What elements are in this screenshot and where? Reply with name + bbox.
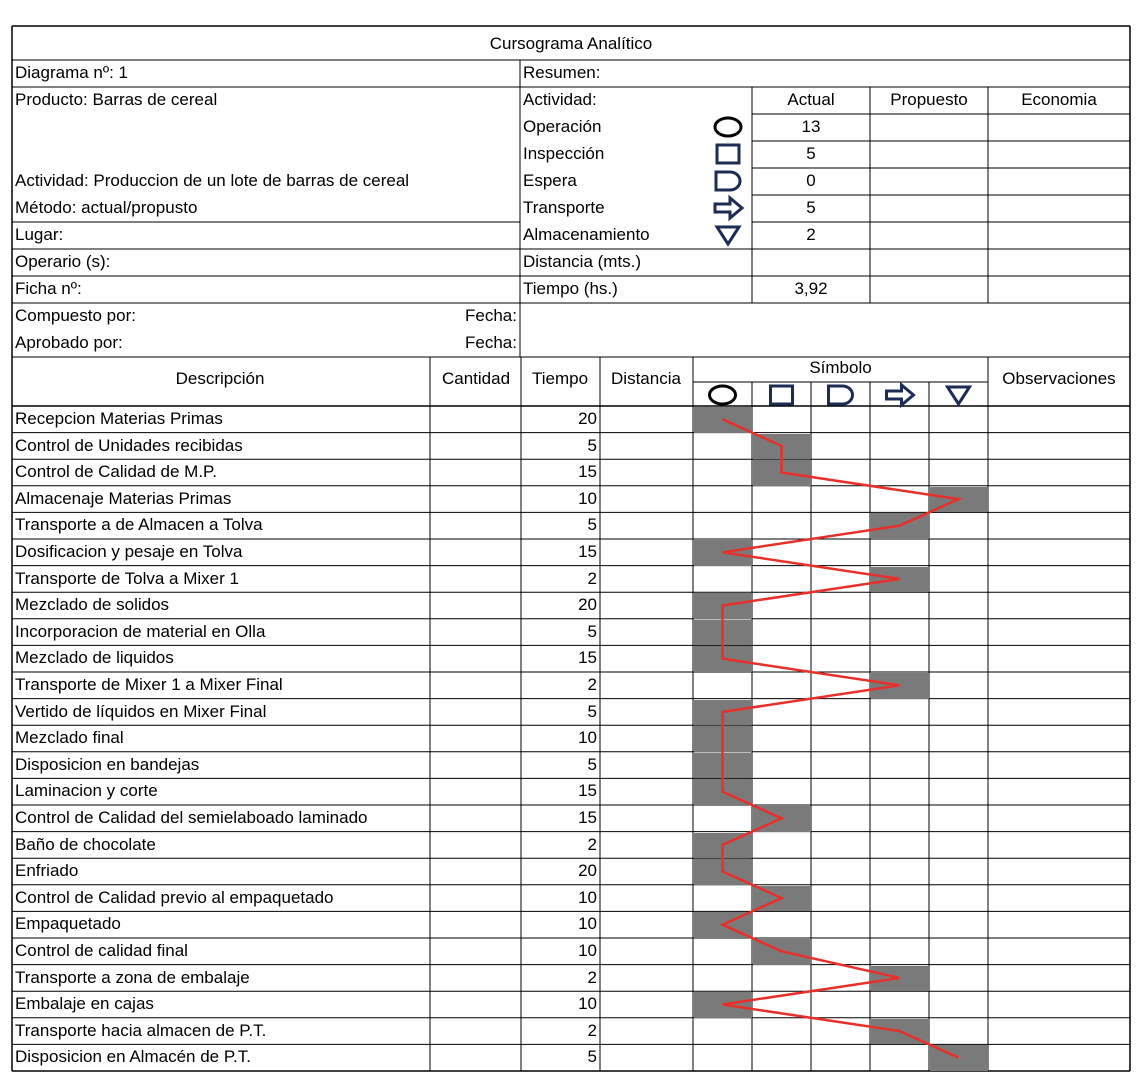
table-row-time: 15 — [578, 808, 597, 827]
summary-actual-espera: 0 — [806, 171, 816, 190]
table-row-time: 5 — [587, 1047, 597, 1067]
table-row-time: 2 — [587, 1020, 597, 1040]
col-header-simbolo: Símbolo — [809, 358, 872, 377]
chart-title: Cursograma Analítico — [489, 34, 653, 53]
table-row-description: Incorporacion de material en Olla — [15, 621, 266, 641]
table-row-time: 10 — [578, 728, 597, 748]
table-row-description: Disposicion en Almacén de P.T. — [15, 1047, 251, 1067]
col-header-distancia: Distancia — [611, 369, 681, 388]
table-row-description: Almacenaje Materias Primas — [15, 488, 232, 508]
table-row-description: Mezclado final — [15, 728, 124, 748]
table-row-description: Mezclado de liquidos — [15, 648, 174, 668]
table-row-description: Transporte de Mixer 1 a Mixer Final — [15, 675, 283, 694]
summary-col-propuesto: Propuesto — [890, 90, 968, 109]
table-row-description: Mezclado de solidos — [15, 595, 170, 615]
table-row-description: Transporte de Tolva a Mixer 1 — [15, 568, 239, 588]
table-row-description: Enfriado — [15, 861, 79, 881]
table-row-description: Embalaje en cajas — [15, 994, 154, 1014]
table-row-description: Transporte hacia almacen de P.T. — [15, 1020, 267, 1040]
col-header-tiempo: Tiempo — [531, 369, 589, 388]
summary-label-inspeccion: Inspección — [523, 144, 605, 163]
summary-col-economia: Economia — [1021, 90, 1097, 109]
summary-actual-operacion: 13 — [801, 117, 821, 136]
table-row-description: Control de Calidad de M.P. — [15, 462, 217, 482]
method-label: Método: actual/propusto — [15, 198, 198, 217]
table-row-time: 20 — [578, 409, 597, 428]
date-label: Fecha: — [465, 306, 517, 325]
table-row-description: Control de calidad final — [15, 941, 188, 960]
summary-actual-inspeccion: 5 — [806, 144, 816, 163]
table-row-time: 10 — [578, 994, 597, 1014]
activity-label: Actividad: Produccion de un lote de barras de cereal — [15, 171, 410, 190]
table-row-description: Vertido de líquidos en Mixer Final — [15, 701, 267, 721]
summary-time-actual: 3,92 — [794, 279, 828, 298]
table-row-description: Control de Calidad del semielaboado laminado — [15, 808, 368, 827]
operators-label: Operario (s): — [15, 252, 111, 271]
table-row-description: Control de Calidad previo al empaquetado — [15, 887, 334, 907]
table-row-description: Transporte a zona de embalaje — [15, 967, 250, 987]
flow-path-line — [723, 419, 959, 1057]
place-label: Lugar: — [15, 225, 64, 244]
diagram-number: Diagrama nº: 1 — [15, 63, 128, 82]
table-row-time: 20 — [578, 595, 597, 615]
table-row-time: 2 — [587, 675, 597, 694]
file-number-label: Ficha nº: — [15, 279, 82, 298]
summary-actual-almacenamiento: 2 — [806, 225, 816, 244]
table-row-time: 10 — [578, 488, 597, 508]
summary-label-almacenamiento: Almacenamiento — [523, 225, 650, 244]
col-header-cantidad: Cantidad — [441, 369, 511, 388]
col-header-descripcion: Descripción — [175, 369, 265, 388]
table-row-description: Laminacion y corte — [15, 781, 158, 801]
summary-activity-label: Actividad: — [523, 90, 597, 109]
table-row-time: 20 — [578, 861, 597, 881]
table-row-description: Empaquetado — [15, 914, 121, 934]
table-row-description: Recepcion Materias Primas — [15, 409, 223, 428]
table-row-time: 15 — [578, 462, 597, 482]
composed-by-label: Compuesto por: — [15, 306, 136, 325]
table-row-description: Disposicion en bandejas — [15, 754, 200, 774]
table-row-description: Transporte a de Almacen a Tolva — [15, 515, 263, 535]
table-row-time: 5 — [587, 701, 597, 721]
summary-actual-transporte: 5 — [806, 198, 816, 217]
table-row-time: 2 — [587, 568, 597, 588]
summary-title: Resumen: — [523, 63, 601, 82]
table-row-description: Dosificacion y pesaje en Tolva — [15, 542, 243, 561]
table-row-time: 10 — [578, 887, 597, 907]
summary-time-label: Tiempo (hs.) — [523, 279, 618, 298]
approved-by-label: Aprobado por: — [15, 333, 123, 352]
col-header-observaciones: Observaciones — [1002, 369, 1116, 388]
date-label: Fecha: — [465, 333, 517, 352]
table-row-description: Control de Unidades recibidas — [15, 435, 243, 455]
table-row-time: 10 — [578, 941, 597, 960]
product-label: Producto: Barras de cereal — [15, 90, 218, 109]
summary-label-operacion: Operación — [523, 117, 602, 136]
table-row-time: 5 — [587, 621, 597, 641]
table-row-time: 2 — [587, 834, 597, 854]
table-row-time: 2 — [587, 967, 597, 987]
summary-distance-label: Distancia (mts.) — [523, 252, 642, 271]
table-row-time: 15 — [578, 542, 597, 561]
table-row-time: 15 — [578, 781, 597, 801]
table-row-time: 5 — [587, 754, 597, 774]
table-row-time: 5 — [587, 515, 597, 535]
table-row-time: 15 — [578, 648, 597, 668]
summary-label-espera: Espera — [523, 171, 577, 190]
table-row-time: 5 — [587, 435, 597, 455]
summary-col-actual: Actual — [787, 90, 835, 109]
table-row-time: 10 — [578, 914, 597, 934]
table-row-description: Baño de chocolate — [15, 834, 156, 854]
summary-label-transporte: Transporte — [523, 198, 605, 217]
